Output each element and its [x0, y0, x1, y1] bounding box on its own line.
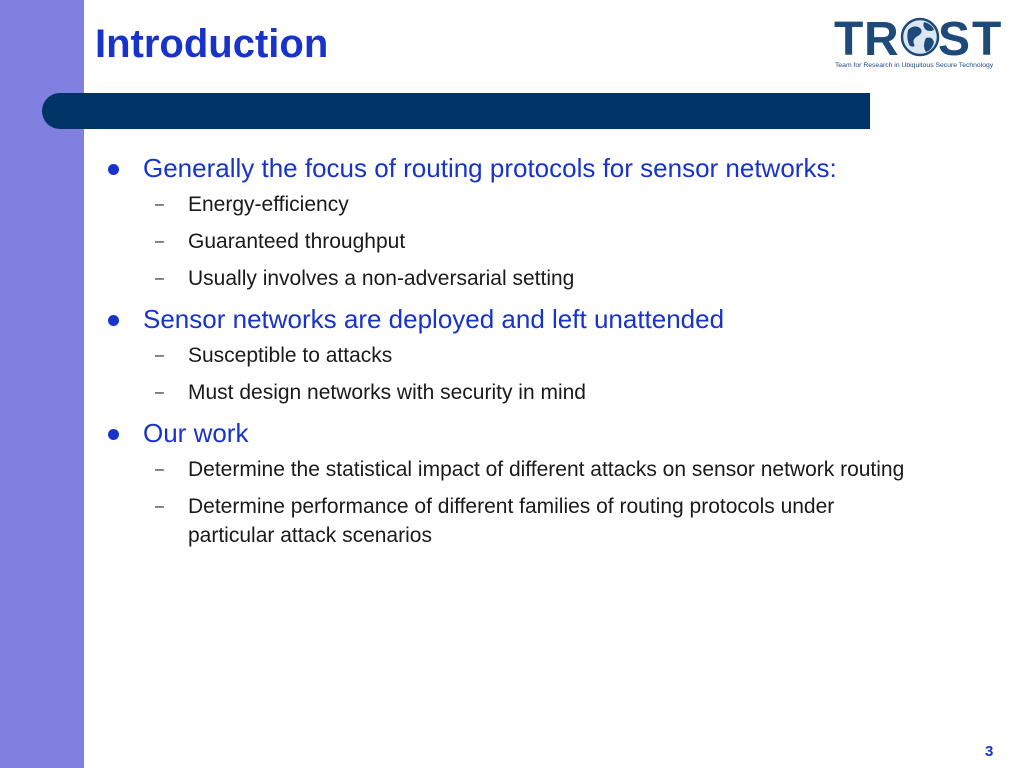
sub-bullet-item	[103, 227, 923, 256]
sub-bullet-list	[103, 190, 923, 293]
bullet-item	[103, 303, 923, 335]
sub-bullet-text: Usually involves a non-adversarial setting	[188, 267, 575, 290]
sub-bullet-item	[103, 264, 923, 293]
bullet-item	[103, 152, 923, 184]
sub-bullet-text: Guaranteed throughput	[188, 230, 406, 253]
logo-text-r: R	[864, 13, 899, 66]
sub-bullet-list	[103, 455, 923, 550]
dash-icon: –	[155, 498, 164, 515]
sub-bullet-item	[103, 190, 923, 219]
bullet-dot-icon	[108, 429, 119, 440]
sub-bullet-item	[103, 378, 923, 407]
sub-bullet-text: Determine the statistical impact of different attacks on sensor network routing	[188, 458, 905, 481]
dash-icon: –	[155, 196, 164, 213]
logo-tagline: Team for Research in Ubiquitous Secure Technology	[835, 62, 994, 69]
sub-bullet-text: Must design networks with security in mind	[188, 381, 586, 404]
page-title: Introduction	[95, 22, 329, 66]
sub-bullet-text: Susceptible to attacks	[188, 344, 393, 367]
dash-icon: –	[155, 461, 164, 478]
logo-text-t: T	[834, 13, 864, 66]
title-bar	[42, 93, 870, 129]
bullet-item	[103, 417, 923, 449]
sub-bullet-item	[103, 492, 923, 550]
bullet-dot-icon	[108, 315, 119, 326]
logo-text-t2: T	[972, 13, 1002, 66]
bullet-text: Generally the focus of routing protocols for sensor networks:	[143, 153, 837, 183]
sub-bullet-list	[103, 341, 923, 407]
globe-icon	[902, 19, 938, 55]
bullet-dot-icon	[108, 164, 119, 175]
trost-logo	[832, 8, 1012, 70]
bullet-list	[103, 152, 923, 560]
dash-icon: –	[155, 347, 164, 364]
logo-text-s: S	[938, 13, 971, 66]
sub-bullet-item	[103, 455, 923, 484]
sub-bullet-item	[103, 341, 923, 370]
dash-icon: –	[155, 384, 164, 401]
dash-icon: –	[155, 233, 164, 250]
sub-bullet-text: Determine performance of different families of routing protocols under particular attack scenarios	[188, 495, 835, 547]
page-number: 3	[985, 743, 994, 760]
bullet-text: Our work	[143, 418, 249, 448]
dash-icon: –	[155, 270, 164, 287]
sub-bullet-text: Energy-efficiency	[188, 193, 349, 216]
bullet-text: Sensor networks are deployed and left unattended	[143, 304, 725, 334]
